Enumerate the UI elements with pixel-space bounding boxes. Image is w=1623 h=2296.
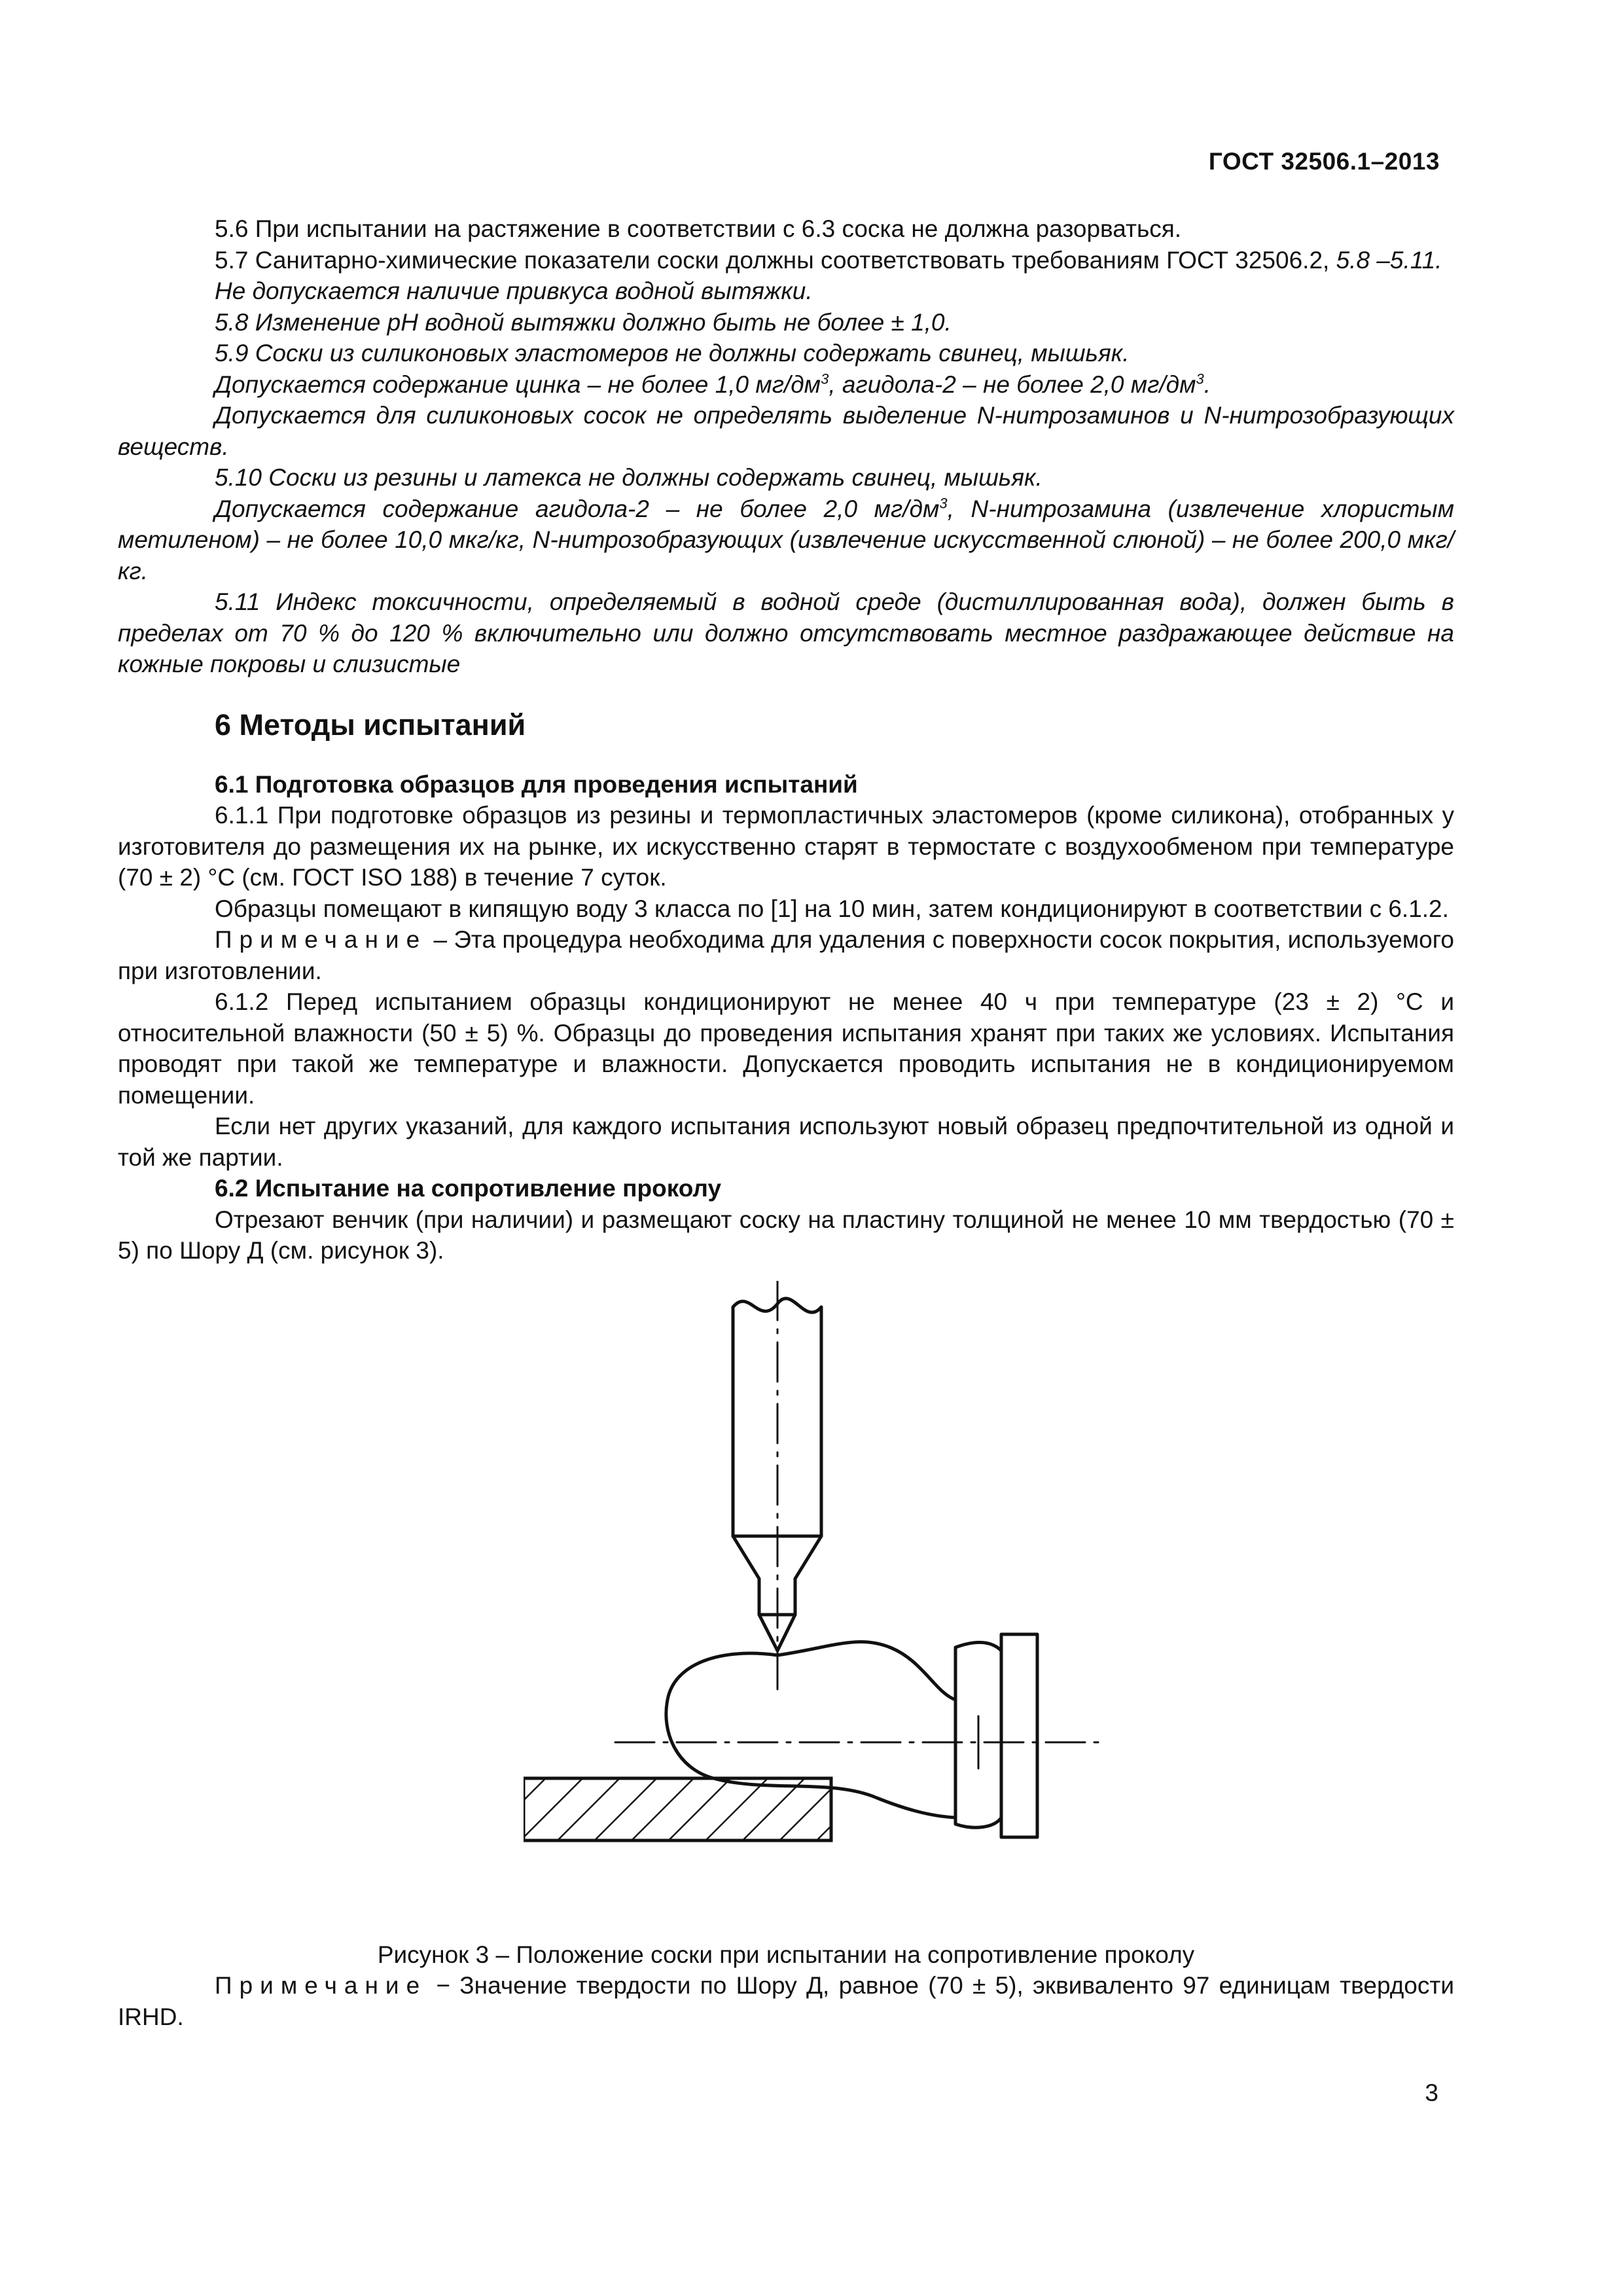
figure-3 (118, 1281, 1454, 1935)
section-6-title: 6 Методы испытаний (215, 708, 526, 742)
superscript: 3 (821, 370, 829, 387)
clause-5-10: 5.10 Соски из резины и латекса не должны содержать свинец, мышьяк. (215, 464, 1043, 491)
clause-5-7-ref: 5.8 –5.11. (1336, 246, 1442, 274)
note-text: − Значение твердости по Шору Д, равное (70 ± 5), эквиваленто 97 единицам твердости IRHD. (118, 1972, 1454, 2030)
note-label: Примечание (215, 1972, 427, 1999)
clause-6-2: Отрезают венчик (при наличии) и размещают соску на пластину толщиной не менее 10 мм твердостью (70 ± 5) по Шору Д (см. рисунок 3). (118, 1206, 1454, 1264)
note-text: – Эта процедура необходима для удаления с поверхности сосок покрытия, используемого при изготовлении. (118, 926, 1454, 984)
superscript: 3 (939, 495, 948, 512)
clause-6-1-2: 6.1.2 Перед испытанием образцы кондиционируют не менее 40 ч при температуре (23 ± 2) °С и относительной влажности (50 ± 5) %. Образцы до проведения испытания хранят при таких же условиях. Испытания проводят при такой же температуре и влажности. Допускается проводить испытания не в кондиционируемом помещении. (118, 988, 1454, 1109)
section-6-2-title: 6.2 Испытание на сопротивление проколу (215, 1175, 722, 1202)
hatched-plate (524, 1778, 831, 1840)
clause-5-9: 5.9 Соски из силиконовых эластомеров не должны содержать свинец, мышьяк. (215, 340, 1130, 367)
nipple-ring (1001, 1634, 1037, 1837)
clause-6-1-1-b: Образцы помещают в кипящую воду 3 класса по [1] на 10 мин, затем кондиционируют в соответствии с 6.1.2. (215, 895, 1449, 922)
nitrosamine-limit-text: , N-нитрозамина (извлечение хлористым метиленом) – не более 10,0 мкг/кг, N-нитрозобразующих (извлечение искусственной слюной) – не более 200,0 мкг/кг. (118, 495, 1454, 584)
superscript: 3 (1196, 370, 1204, 387)
document-body (118, 213, 1454, 2032)
clause-5-8: 5.8 Изменение рН водной вытяжки должно быть не более ± 1,0. (215, 308, 952, 336)
clause-5-7-note: Не допускается наличие привкуса водной вытяжки. (215, 278, 813, 304)
note-label: Примечание (215, 926, 427, 953)
clause-6-1-2-b: Если нет других указаний, для каждого испытания используют новый образец предпочтительной из одной и той же партии. (118, 1113, 1454, 1171)
note-6-1-1 (118, 924, 1454, 986)
zinc-limit-text: Допускается содержание цинка – не более 1,0 мг/дм (215, 370, 821, 398)
page-number: 3 (1425, 2079, 1438, 2106)
figure-note (118, 1970, 1454, 2032)
clause-5-7 (118, 245, 1454, 276)
clause-5-10-limits (118, 493, 1454, 587)
agidol-limit-text: , агидола-2 – не более 2,0 мг/дм (829, 370, 1196, 398)
clause-5-7-text: 5.7 Санитарно-химические показатели соски должны соответствовать требованиям ГОСТ 32506.2, (215, 246, 1336, 274)
clause-5-9-zinc (118, 369, 1454, 401)
period: . (1204, 370, 1211, 398)
clause-5-9-nitro: Допускается для силиконовых сосок не определять выделение N-нитрозаминов и N-нитрозобразующих веществ. (118, 402, 1454, 460)
section-6-1-title: 6.1 Подготовка образцов для проведения испытаний (215, 770, 858, 798)
puncture-test-diagram (524, 1281, 1126, 1922)
agidol-limit-text: Допускается содержание агидола-2 – не более 2,0 мг/дм (215, 495, 940, 522)
clause-6-1-1: 6.1.1 При подготовке образцов из резины и термопластичных эластомеров (кроме силикона), отобранных у изготовителя до размещения их на рынке, их искусственно старят в термостате с воздухообменом при температуре (70 ± 2) °С (см. ГОСТ ISO 188) в течение 7 суток. (118, 802, 1454, 891)
document-number: ГОСТ 32506.1–2013 (1208, 148, 1440, 175)
figure-caption: Рисунок 3 – Положение соски при испытании на сопротивление проколу (377, 1941, 1195, 1968)
clause-5-6: 5.6 При испытании на растяжение в соответствии с 6.3 соска не должна разорваться. (215, 215, 1182, 242)
clause-5-11: 5.11 Индекс токсичности, определяемый в водной среде (дистиллированная вода), должен быть в пределах от 70 % до 120 % включительно или должно отсутствовать местное раздражающее действие на кожные покровы и слизистые (118, 588, 1454, 677)
